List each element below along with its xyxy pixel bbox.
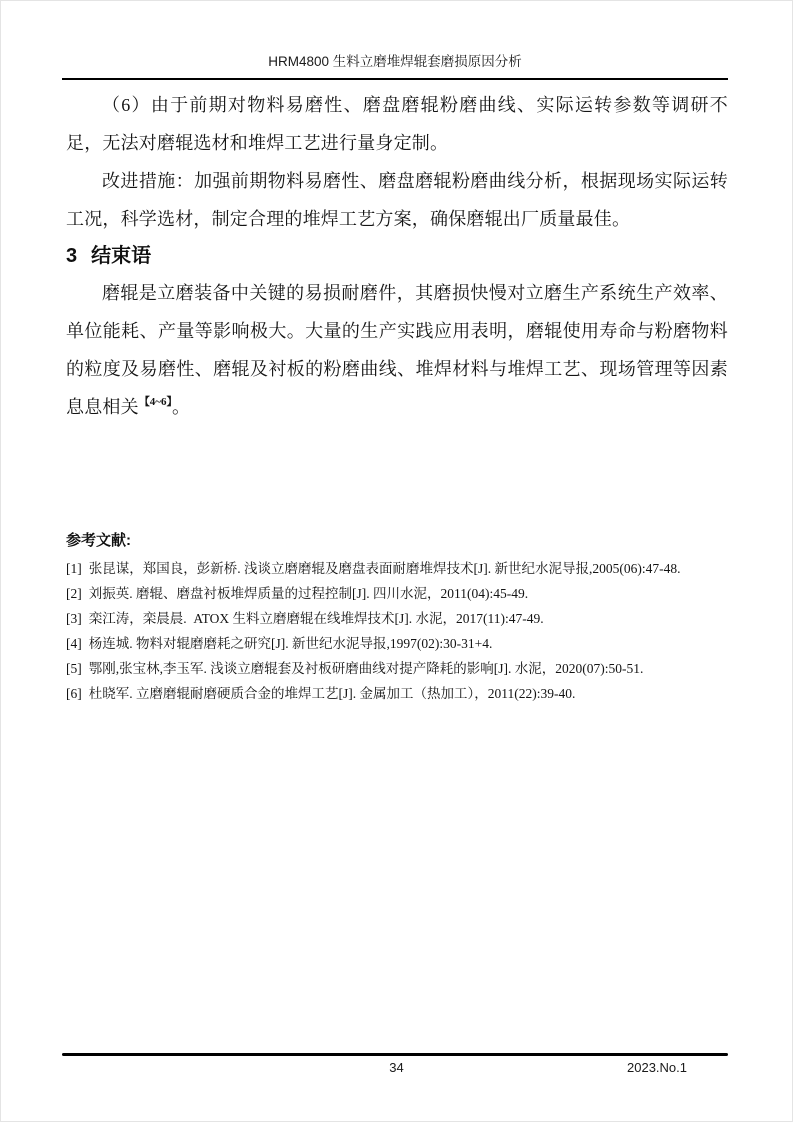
reference-label: [3] [66,611,82,626]
reference-text: 栾江涛，栾晨晨. ATOX 生料立磨磨辊在线堆焊技术[J]. 水泥，2017(11):47-49. [88,611,544,626]
reference-text: 鄂刚,张宝林,李玉军. 浅谈立磨辊套及衬板研磨曲线对提产降耗的影响[J]. 水泥，2020(07):50-51. [88,661,644,676]
reference-label: [6] [66,686,82,701]
paragraph-conclusion [66,274,728,426]
reference-item [66,581,728,606]
reference-label: [4] [66,636,82,651]
paragraph-improvement-measures: 改进措施：加强前期物料易磨性、磨盘磨辊粉磨曲线分析，根据现场实际运转工况，科学选材，制定合理的堆焊工艺方案，确保磨辊出厂质量最佳。 [66,171,728,229]
reference-item [66,681,728,706]
reference-item [66,631,728,656]
references-section [66,526,728,706]
reference-text: 杜晓军. 立磨磨辊耐磨硬质合金的堆焊工艺[J]. 金属加工（热加工），2011(22):39-40. [88,686,576,701]
section-number: 3 [66,245,78,267]
reference-text: 张昆谋，郑国良，彭新桥. 浅谈立磨磨辊及磨盘表面耐磨堆焊技术[J]. 新世纪水泥导报,2005(06):47-48. [88,561,681,576]
page-number: 34 [389,1060,404,1075]
page-content [66,86,728,706]
issue-number: 2023.No.1 [627,1060,687,1075]
reference-label: [5] [66,661,82,676]
reference-item [66,556,728,581]
conclusion-period: 。 [172,397,191,417]
reference-label: [1] [66,561,82,576]
conclusion-text: 磨辊是立磨装备中关键的易损耐磨件，其磨损快慢对立磨生产系统生产效率、单位能耗、产量等影响极大。大量的生产实践应用表明，磨辊使用寿命与粉磨物料的粒度及易磨性、磨辊及衬板的粉磨曲线、堆焊材料与堆焊工艺、现场管理等因素息息相关 [66,283,728,417]
references-heading: 参考文献: [66,532,131,549]
reference-label: [2] [66,586,82,601]
section-heading [66,238,728,274]
header-rule [62,78,728,80]
running-head: HRM4800 生料立磨堆焊辊套磨损原因分析 [268,54,522,69]
footer-rule [62,1053,728,1056]
citation-superscript: 【4~6】 [138,396,173,408]
reference-text: 刘振英. 磨辊、磨盘衬板堆焊质量的过程控制[J]. 四川水泥，2011(04):45-49. [88,586,529,601]
page-footer [0,1052,793,1092]
section-title: 结束语 [91,245,152,267]
reference-text: 杨连城. 物料对辊磨磨耗之研究[J]. 新世纪水泥导报,1997(02):30-31+4. [88,636,493,651]
reference-item [66,606,728,631]
reference-item [66,656,728,681]
paragraph-point-6: （6）由于前期对物料易磨性、磨盘磨辊粉磨曲线、实际运转参数等调研不足，无法对磨辊选材和堆焊工艺进行量身定制。 [66,95,728,153]
